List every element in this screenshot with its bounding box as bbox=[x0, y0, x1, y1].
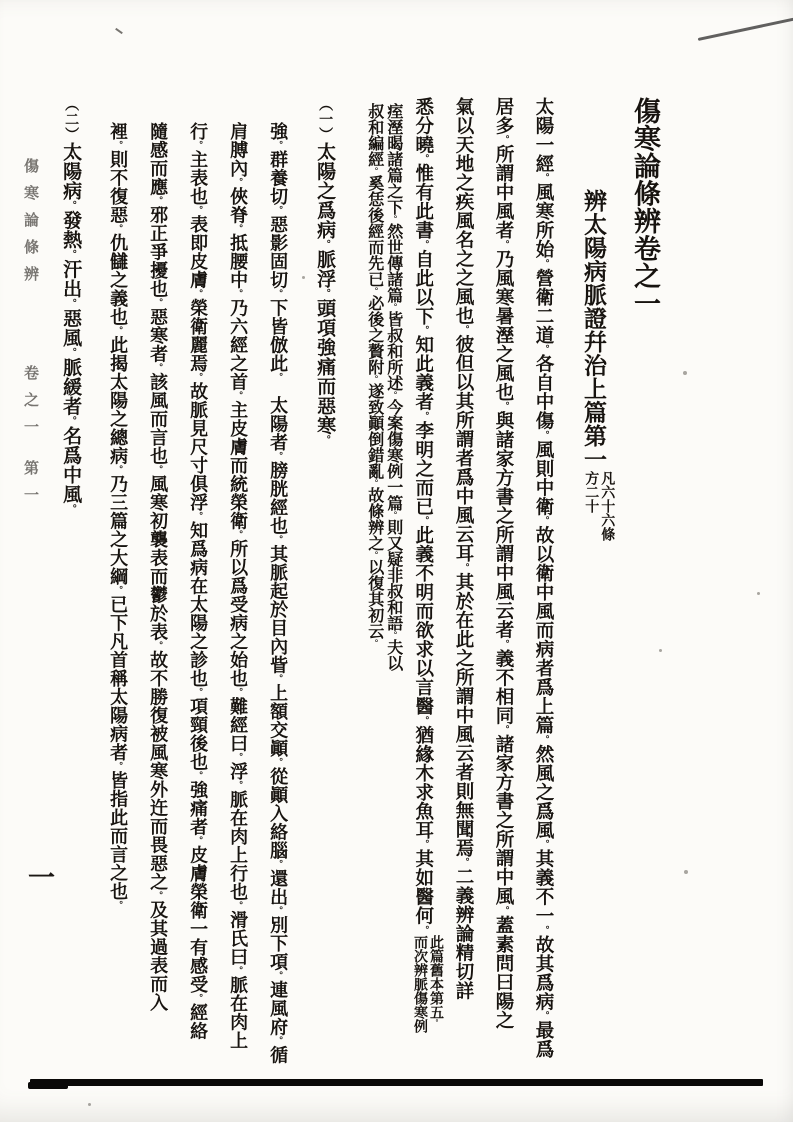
clause-1-number: （一） bbox=[317, 97, 333, 142]
chapter-heading-text: 辨太陽病脈證幷治上篇第一 bbox=[581, 189, 606, 471]
scan-tick-mark bbox=[115, 28, 123, 34]
preface-column-3: 氣以天地之疾風名之之風也。彼但以其所謂者爲中風云耳。其於在此之所謂中風云者則無聞焉。二義辨論精切詳 bbox=[453, 97, 473, 1001]
page-number: 一 bbox=[28, 863, 55, 893]
preface-column-1: 太陽一經。風寒所始。營衛二道。各自中傷。風則中衛。故以衛中風而病者爲上篇。然風之爲風。其義不一。故其爲病。最爲 bbox=[533, 97, 553, 1059]
margin-running-title: 傷寒論條辨 bbox=[22, 158, 38, 293]
bottom-border-rule bbox=[30, 1079, 763, 1086]
scan-speck bbox=[88, 1103, 91, 1106]
scan-speck bbox=[684, 870, 688, 874]
clause-1-commentary-column-4: 隨感而應。邪正爭擾也。惡寒者。該風而言也。風寒初襲表而鬱於表。故不勝復被風寒外迕而畏惡之。及其過表而入 bbox=[148, 122, 169, 1012]
margin-caption bbox=[20, 158, 41, 588]
chapter-count-note bbox=[582, 471, 614, 541]
clause-1-commentary-column-1: 強。群養切。惡影固切。下皆倣此。 太陽者。膀胱經也。其脈起於目內眥。上額交顚。從顚入絡腦。還出。別下項。連風府。循 bbox=[268, 122, 289, 1064]
scan-speck bbox=[757, 592, 760, 595]
preface-column-4: 悉分曉。惟有此書。自此以下。知此義者。李明之而已。此義不明而欲求以言醫。猶緣木求魚耳。其如醫何。 此篇舊本第五。 而次辨脈傷寒例 bbox=[412, 97, 443, 1033]
clause-2-number: （二） bbox=[63, 97, 79, 142]
edition-note-line: 而次辨脈傷寒例 bbox=[412, 935, 427, 1033]
clause-1-commentary-column-3: 行。主表也。表即皮膚。榮衛麗焉。故脈見尺寸俱浮。知爲病在太陽之診也。項頸後也。強痛者。皮膚榮衛一有感受。經絡 bbox=[188, 122, 209, 1040]
clause-1-commentary-column-2: 肩膊內。俠脊。抵腰中。乃六經之首。主皮膚而統榮衛。所以爲受病之始也。難經曰。浮。脈在肉上行也。滑氏曰。脈在肉上 bbox=[228, 122, 249, 1050]
volume-title bbox=[622, 97, 668, 1062]
edition-note-continuation-pair bbox=[365, 103, 403, 671]
edition-note-line: 此篇舊本第五。 bbox=[428, 935, 443, 1026]
margin-section: 第一 bbox=[22, 460, 38, 514]
chapter-heading bbox=[571, 97, 616, 1122]
volume-title-text: 傷寒論條辨卷之一 bbox=[630, 97, 660, 317]
chapter-count-note-line: 凡六十六條 bbox=[599, 471, 615, 541]
vertical-text-block bbox=[50, 97, 668, 1062]
edition-note-continuation-line: 痓溼暍諸篇之下。然世傳諸篇。皆叔和所述。今案傷寒例一篇。則又疑非叔和語。夫以 bbox=[384, 103, 402, 671]
clause-1-commentary-column-5: 裡。則不復惡。仇讎之義也。此揭太陽之總病。乃三篇之大綱。已下凡首稱太陽病者。皆指此而言之也。 bbox=[108, 122, 129, 910]
clause-2-text: 太陽病。發熱。汗出。惡風。脈緩者。名爲中風。 bbox=[60, 142, 82, 514]
edition-note bbox=[411, 935, 443, 1033]
preface-column-2: 居多。所謂中風者。乃風寒暑溼之風也。與諸家方書之所謂中風云者。義不相同。諸家方書之所謂中風。蓋素問曰陽之 bbox=[493, 97, 513, 1030]
edition-note-continuation bbox=[360, 97, 403, 1068]
margin-volume: 卷之一 bbox=[22, 365, 38, 446]
scan-speck bbox=[683, 371, 687, 375]
clause-2-heading bbox=[50, 97, 90, 1062]
clause-1-heading bbox=[304, 97, 344, 1062]
scan-scratch-mark bbox=[698, 18, 793, 41]
chapter-count-note-line: 方二十 bbox=[583, 471, 599, 513]
edition-note-continuation-line: 叔和編經。奚恁後經而先已。必後之贅附。遂致顚倒錯亂。故條辨之。以復其初云。 bbox=[365, 103, 383, 647]
clause-1-text: 太陽之爲病。脈浮。頭項強痛而惡寒。 bbox=[314, 142, 336, 445]
